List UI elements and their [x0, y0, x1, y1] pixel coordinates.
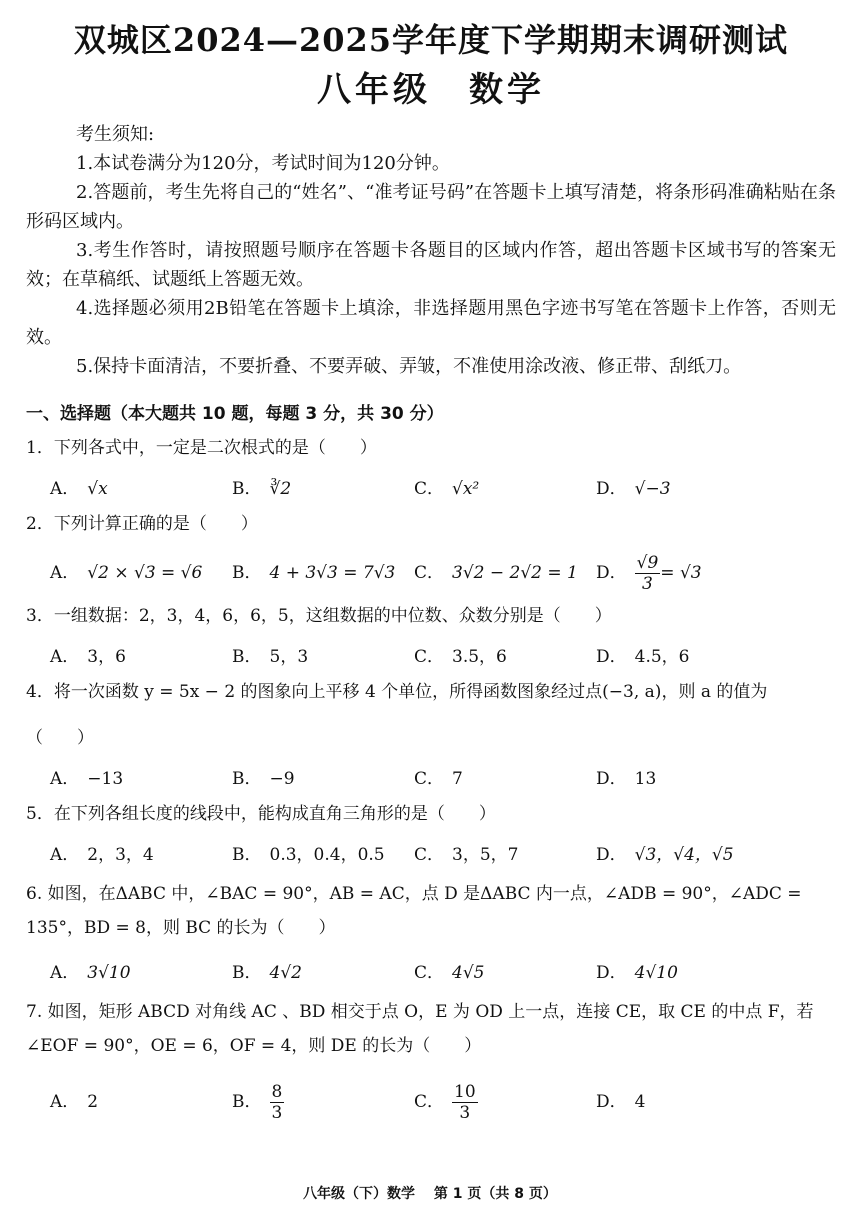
option-label: D． [596, 563, 627, 583]
option-a [50, 560, 232, 586]
option-label: C． [414, 1092, 445, 1112]
option-text: 4√5 [452, 963, 485, 983]
option-text: −9 [269, 769, 295, 789]
option-label: B． [232, 563, 262, 583]
option-label: C． [414, 769, 445, 789]
option-c [414, 476, 596, 502]
option-c [414, 644, 596, 670]
option-text: −13 [87, 769, 124, 789]
option-label: D． [596, 647, 627, 667]
option-label: B． [232, 963, 262, 983]
option-label: A． [50, 563, 80, 583]
option-text: 4.5，6 [634, 647, 690, 667]
option-text: 13 [634, 769, 657, 789]
options-row [26, 475, 836, 503]
option-text: √3，√4，√5 [634, 845, 734, 865]
option-a [50, 766, 232, 792]
exam-title: 双城区2024—2025学年度下学期期末调研测试 [73, 21, 789, 59]
option-fraction [452, 1082, 478, 1123]
option-text: 3.5，6 [452, 647, 507, 667]
option-label: C． [414, 563, 445, 583]
question-7 [26, 995, 836, 1127]
option-text: 3√2 − 2√2 = 1 [452, 563, 578, 583]
question-stem: 6. 如图，在ΔABC 中，∠BAC = 90°，AB = AC，点 D 是ΔABC 内一点，∠ADB = 90°，∠ADC = 135°，BD = 8，则 BC 的长为（ ） [26, 884, 807, 938]
options-row [26, 643, 836, 671]
section-heading-choice: 一、选择题（本大题共 10 题，每题 3 分，共 30 分） [26, 404, 444, 424]
option-c [414, 1082, 596, 1123]
answer-parentheses: （ ） [26, 728, 94, 748]
option-b [232, 766, 414, 792]
option-d [596, 553, 778, 594]
option-c [414, 766, 596, 792]
option-b [232, 560, 414, 586]
option-text: 5，3 [269, 647, 309, 667]
option-label: B． [232, 845, 262, 865]
page-footer: 八年级（下）数学 第 1 页（共 8 页） [303, 1186, 557, 1202]
question-stem: 5．在下列各组长度的线段中，能构成直角三角形的是（ ） [26, 804, 496, 824]
option-a [50, 842, 232, 868]
option-text: 4 [634, 1092, 646, 1112]
options-row [26, 841, 836, 869]
fraction-numerator: √9 [636, 552, 659, 573]
question-3 [26, 603, 836, 671]
option-label: D． [596, 479, 627, 499]
option-label: A． [50, 769, 80, 789]
question-stem: 3．一组数据：2，3，4，6，6，5，这组数据的中位数、众数分别是（ ） [26, 606, 612, 626]
exam-notice [26, 120, 836, 381]
option-label: C． [414, 845, 445, 865]
option-d [596, 766, 778, 792]
option-b [232, 476, 414, 502]
option-text: 4√2 [269, 963, 302, 983]
notice-item: 3.考生作答时，请按照题号顺序在答题卡各题目的区域内作答，超出答题卡区域书写的答案无效；在草稿纸、试题纸上答题无效。 [26, 240, 836, 290]
question-6 [26, 877, 836, 987]
option-a [50, 476, 232, 502]
question-1 [26, 435, 836, 503]
option-text: 0.3，0.4，0.5 [269, 845, 385, 865]
fraction-denominator: 3 [642, 573, 653, 594]
exam-subtitle: 八年级 数学 [317, 70, 545, 110]
option-label: C． [414, 963, 445, 983]
option-text: 2，3，4 [87, 845, 154, 865]
option-fraction [635, 553, 661, 594]
option-label: B． [232, 647, 262, 667]
question-stem: 2．下列计算正确的是（ ） [26, 514, 258, 534]
option-text: ∛2 [269, 479, 292, 499]
option-d [596, 1089, 778, 1115]
question-2 [26, 511, 836, 595]
option-a [50, 960, 232, 986]
option-text: 3，5，7 [452, 845, 519, 865]
option-text: 4√10 [634, 963, 678, 983]
option-label: A． [50, 479, 80, 499]
fraction-numerator: 10 [454, 1081, 476, 1102]
option-text: √2 × √3 = √6 [87, 563, 203, 583]
notice-item: 2.答题前，考生先将自己的“姓名”、“准考证号码”在答题卡上填写清楚，将条形码准确粘贴在条形码区域内。 [26, 182, 836, 232]
question-5 [26, 801, 836, 869]
option-a [50, 1089, 232, 1115]
option-d [596, 644, 778, 670]
notice-heading: 考生须知: [76, 124, 155, 145]
option-label: D． [596, 963, 627, 983]
option-label: B． [232, 769, 262, 789]
option-b [232, 644, 414, 670]
options-row [26, 1077, 836, 1127]
option-label: B． [232, 1092, 262, 1112]
question-stem: 1．下列各式中，一定是二次根式的是（ ） [26, 438, 377, 458]
option-text: 2 [87, 1092, 99, 1112]
option-label: D． [596, 769, 627, 789]
option-b [232, 842, 414, 868]
option-text: √x [87, 479, 108, 499]
fraction-denominator: 3 [271, 1102, 283, 1123]
option-text: 7 [452, 769, 463, 789]
option-c [414, 842, 596, 868]
option-d [596, 476, 778, 502]
fraction-denominator: 3 [459, 1102, 471, 1123]
option-text: √−3 [634, 479, 671, 499]
option-label: C． [414, 647, 445, 667]
fraction-numerator: 8 [271, 1081, 283, 1102]
option-c [414, 560, 596, 586]
option-d [596, 842, 778, 868]
question-4 [26, 679, 836, 793]
option-label: A． [50, 845, 80, 865]
option-text: = √3 [660, 563, 702, 583]
option-text: √x² [452, 479, 480, 499]
option-label: A． [50, 647, 80, 667]
option-label: B． [232, 479, 262, 499]
option-b [232, 960, 414, 986]
option-label: C． [414, 479, 445, 499]
options-row [26, 551, 836, 595]
notice-item: 1.本试卷满分为120分，考试时间为120分钟。 [76, 153, 450, 174]
option-label: A． [50, 1092, 80, 1112]
notice-item: 4.选择题必须用2B铅笔在答题卡上填涂，非选择题用黑色字迹书写笔在答题卡上作答，否则无效。 [26, 298, 836, 348]
option-d [596, 960, 778, 986]
question-stem: 7. 如图，矩形 ABCD 对角线 AC 、BD 相交于点 O，E 为 OD 上一点，连接 CE，取 CE 的中点 F，若∠EOF = 90°，OE = 6，OF = 4，则 DE 的长为（ ） [26, 1002, 814, 1056]
option-label: D． [596, 845, 627, 865]
option-label: A． [50, 963, 80, 983]
option-text: 3，6 [87, 647, 126, 667]
option-c [414, 960, 596, 986]
options-row [26, 959, 836, 987]
option-text: 4 + 3√3 = 7√3 [269, 563, 396, 583]
option-a [50, 644, 232, 670]
option-b [232, 1082, 414, 1123]
question-stem: 4．将一次函数 y = 5x − 2 的图象向上平移 4 个单位，所得函数图象经过点(−3, a)，则 a 的值为 [26, 682, 768, 702]
option-fraction [270, 1082, 285, 1123]
option-text: 3√10 [87, 963, 131, 983]
options-row [26, 765, 836, 793]
option-label: D． [596, 1092, 627, 1112]
notice-item: 5.保持卡面清洁，不要折叠、不要弄破、弄皱，不准使用涂改液、修正带、刮纸刀。 [76, 356, 742, 377]
